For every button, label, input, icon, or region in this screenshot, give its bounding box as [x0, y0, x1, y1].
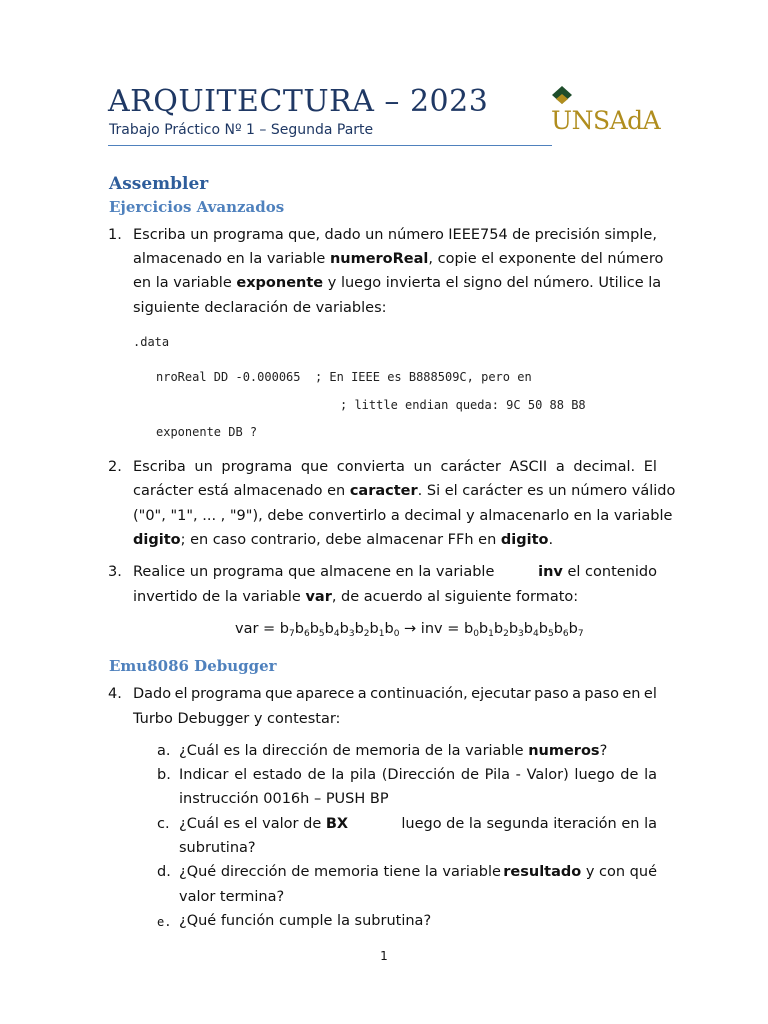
bit-index: 3 — [348, 629, 355, 639]
word: programa — [190, 686, 262, 702]
word: el — [234, 767, 248, 783]
word: en — [622, 686, 641, 702]
ex4d-line-1: ¿Qué dirección de memoria tiene la variable resultado y con qué — [179, 864, 657, 880]
word: simple, — [604, 227, 657, 243]
document-title: ARQUITECTURA – 2023 — [108, 84, 489, 119]
ex4b-line-1 — [179, 767, 657, 783]
bit-index: 3 — [518, 629, 524, 639]
section-heading-debugger: Emu8086 Debugger — [109, 657, 277, 675]
word: carácter — [440, 459, 501, 475]
bit-index: 5 — [318, 629, 325, 639]
word: que — [265, 686, 293, 702]
section-subheading: Ejercicios Avanzados — [109, 198, 285, 216]
word: de — [307, 767, 326, 783]
word: Valor) — [526, 767, 569, 783]
word: precisión — [534, 227, 601, 243]
ex1-line-1 — [133, 227, 657, 243]
word: Escriba — [133, 227, 186, 243]
word: un — [194, 459, 213, 475]
bit-index: 4 — [533, 629, 539, 639]
word: el — [643, 686, 657, 702]
word: el — [174, 686, 188, 702]
ex1-line-2: almacenado en la variable numeroReal, copie el exponente del número — [133, 251, 664, 267]
bit-letter: b — [568, 621, 578, 637]
word: paso — [534, 686, 569, 702]
bit-index: 1 — [488, 629, 494, 639]
bit-index: 0 — [393, 629, 400, 639]
section-heading-assembler: Assembler — [109, 174, 209, 194]
ex4-line-1 — [133, 686, 657, 702]
code-data-directive: .data — [133, 335, 170, 349]
word: de — [460, 767, 479, 783]
bit-letter: b — [354, 621, 364, 637]
ex4-number: 4. — [108, 686, 122, 702]
bit-letter: b — [369, 621, 379, 637]
bit-index: 7 — [577, 629, 584, 639]
logo-text: UNSAdA — [551, 106, 661, 135]
bit-letter: b — [309, 621, 319, 637]
word: (Dirección — [381, 767, 456, 783]
word: Indicar — [179, 767, 229, 783]
word: pila — [349, 767, 377, 783]
ex3-number: 3. — [108, 564, 122, 580]
word: programa — [212, 227, 284, 243]
bit-index: 5 — [547, 629, 554, 639]
var-bits — [280, 621, 400, 637]
word: un — [413, 459, 432, 475]
bit-index: 2 — [503, 629, 509, 639]
word: un — [190, 227, 209, 243]
header-rule — [108, 145, 552, 146]
bit-letter: b — [324, 621, 334, 637]
word: estado — [252, 767, 302, 783]
code-comment: ; little endian queda: 9C 50 88 B8 — [340, 398, 586, 412]
word: - — [515, 767, 521, 783]
word: ejecutar — [471, 686, 531, 702]
word: la — [644, 767, 657, 783]
word: que — [300, 459, 329, 475]
word: un — [365, 227, 384, 243]
ex4d-label: d. — [157, 864, 171, 880]
word: paso — [584, 686, 619, 702]
bit-formula: var = $b_7b_6b_5b_4b_3b_2b_1b_0$ → inv = $b_0b_1b_2b_3b_4b_5b_6b_7$ — [235, 621, 584, 639]
ex3-line-1: Realice un programa que almacene en la variable inv el contenido — [133, 564, 657, 580]
ex4a-text: ¿Cuál es la dirección de memoria de la variable numeros? — [179, 743, 608, 759]
ex4c-label: c. — [157, 816, 170, 832]
word: la — [331, 767, 345, 783]
ex4d-line-2: valor termina? — [179, 889, 285, 905]
bit-letter: b — [279, 621, 290, 637]
word: a — [572, 686, 581, 702]
ex1-number: 1. — [108, 227, 122, 243]
word: ASCII — [509, 459, 548, 475]
inv-bits — [464, 621, 584, 637]
bit-index: 6 — [562, 629, 569, 639]
bit-letter: b — [339, 621, 349, 637]
university-logo — [548, 84, 668, 140]
ex4c-line-1: ¿Cuál es el valor de BX luego de la segunda iteración en la — [179, 816, 657, 832]
code-exponente-decl: exponente DB ? — [156, 425, 258, 439]
bit-letter: b — [508, 621, 519, 637]
word: Pila — [484, 767, 511, 783]
ex2-number: 2. — [108, 459, 122, 475]
ex4b-label: b. — [157, 767, 171, 783]
word: que, — [288, 227, 321, 243]
word: decimal. — [573, 459, 636, 475]
word: IEEE754 — [448, 227, 508, 243]
code-nroreal-decl: nroReal DD -0.000065 ; En IEEE es B888509C, pero en — [156, 370, 532, 384]
ex4e-text: ¿Qué función cumple la subrutina? — [179, 913, 432, 929]
bit-index: 4 — [333, 629, 340, 639]
word: aparece — [295, 686, 355, 702]
ex1-line-3: en la variable exponente y luego invierta el signo del número. Utilice la — [133, 275, 662, 291]
bit-index: 0 — [473, 629, 479, 639]
bit-letter: b — [478, 621, 489, 637]
bit-index: 1 — [378, 629, 385, 639]
word: número — [387, 227, 444, 243]
word: Dado — [133, 686, 172, 702]
ex4a-label: a. — [157, 743, 171, 759]
bit-index: 2 — [363, 629, 370, 639]
ex2-line-4: digito; en caso contrario, debe almacenar FFh en digito. — [133, 532, 554, 548]
word: convierta — [336, 459, 405, 475]
ex4c-line-2: subrutina? — [179, 840, 256, 856]
word: a — [555, 459, 565, 475]
ex2-line-3: ("0", "1", ... , "9"), debe convertirlo a decimal y almacenarlo en la variable — [133, 508, 673, 524]
bit-letter: b — [384, 621, 394, 637]
word: de — [620, 767, 639, 783]
bit-letter: b — [538, 621, 548, 637]
ex1-line-4: siguiente declaración de variables: — [133, 300, 387, 316]
bit-letter: b — [463, 621, 474, 637]
word: El — [643, 459, 657, 475]
bit-index: 6 — [303, 629, 310, 639]
bit-letter: b — [523, 621, 533, 637]
word: continuación, — [370, 686, 468, 702]
ex3-line-2: invertido de la variable var, de acuerdo al siguiente formato: — [133, 589, 579, 605]
ex4b-line-2: instrucción 0016h – PUSH BP — [179, 791, 389, 807]
bit-index: 7 — [289, 629, 295, 639]
word: programa — [221, 459, 293, 475]
page-number: 1 — [380, 949, 388, 963]
bit-letter: b — [553, 621, 563, 637]
document-subtitle: Trabajo Práctico Nº 1 – Segunda Parte — [109, 122, 374, 138]
word: luego — [574, 767, 615, 783]
bit-letter: b — [294, 621, 304, 637]
ex2-line-1 — [133, 459, 657, 475]
ex2-line-2: carácter está almacenado en caracter. Si el carácter es un número válido — [133, 483, 676, 499]
bit-letter: b — [493, 621, 504, 637]
word: a — [357, 686, 367, 702]
ex4e-label: e. — [157, 915, 172, 929]
word: dado — [324, 227, 361, 243]
ex4-line-2: Turbo Debugger y contestar: — [133, 711, 341, 727]
logo-diamond-icon — [550, 86, 580, 108]
word: de — [512, 227, 531, 243]
word: Escriba — [133, 459, 186, 475]
